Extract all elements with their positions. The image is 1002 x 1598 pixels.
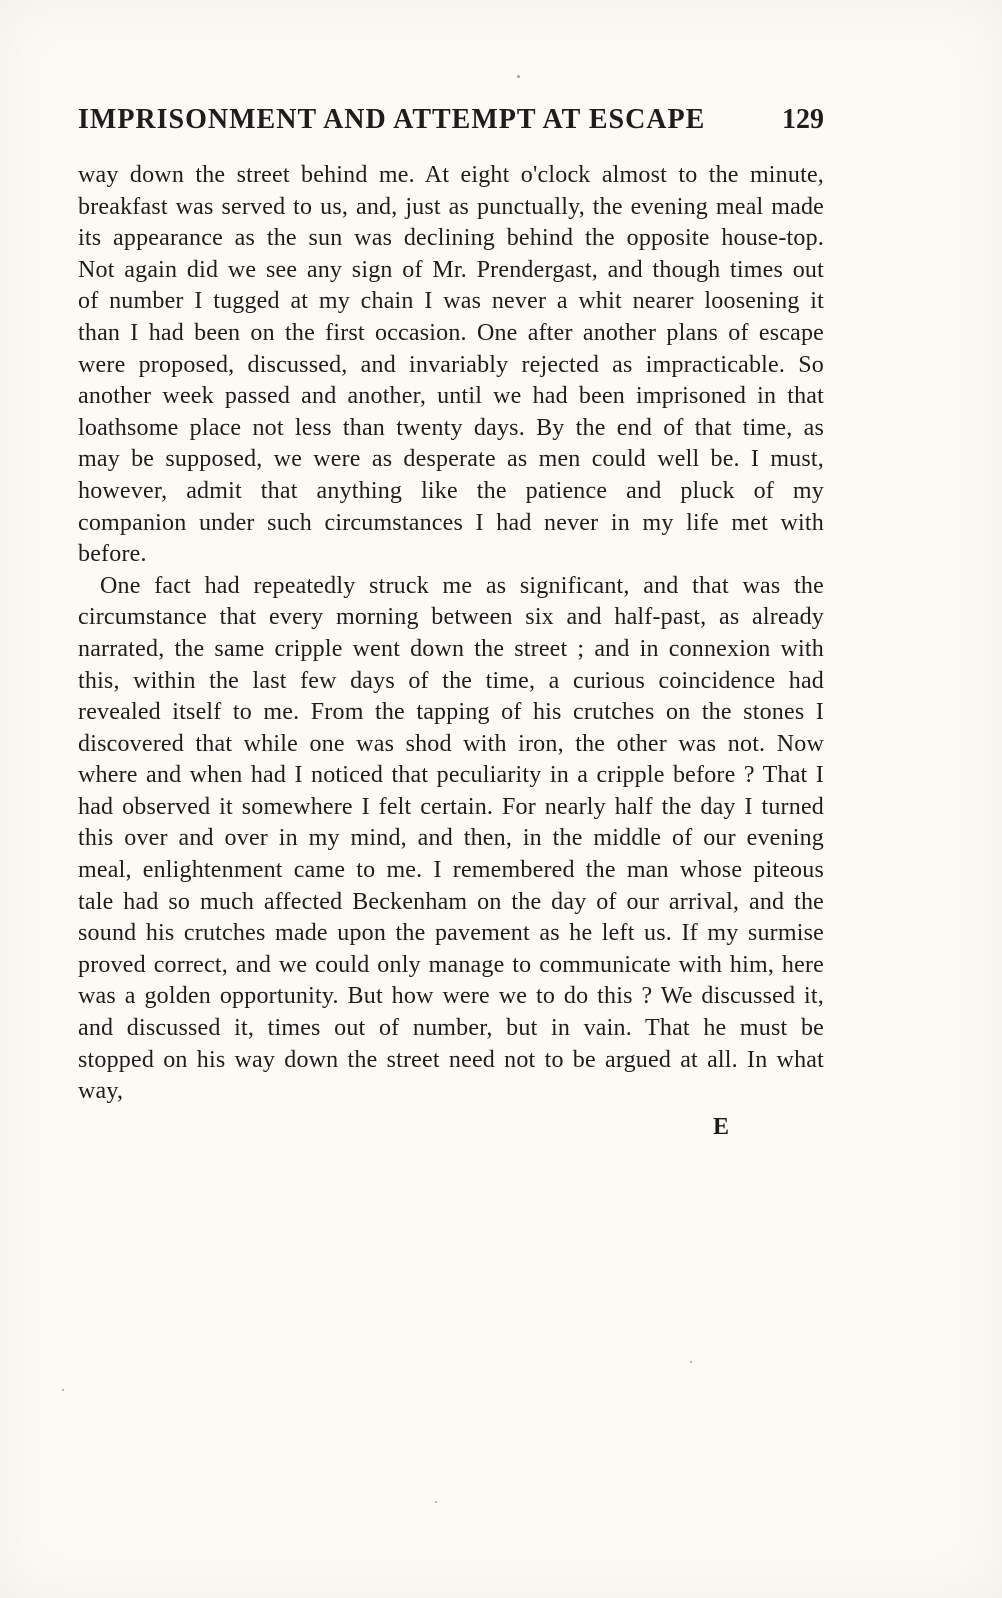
text-block	[78, 104, 824, 1141]
scan-speck	[62, 1389, 64, 1391]
scan-speck	[435, 1501, 437, 1503]
paragraph-continuation: way down the street behind me. At eight o'clock almost to the minute, breakfast was served to us, and, just as punctually, the evening meal made its appearance as the sun was declining behind the opposite house-top. Not again did we see any sign of Mr. Prendergast, and though times out of number I tugged at my chain I was never a whit nearer loosening it than I had been on the first occasion. One after another plans of escape were proposed, discussed, and invariably rejected as impracticable. So another week passed and another, until we had been imprisoned in that loathsome place not less than twenty days. By the end of that time, as may be supposed, we were as desperate as men could well be. I must, however, admit that anything like the patience and pluck of my companion under such circumstances I had never in my life met with before.	[78, 162, 824, 568]
scan-speck	[517, 75, 520, 78]
running-header	[78, 104, 824, 136]
printers-signature-mark: E	[712, 1113, 729, 1140]
scan-speck	[690, 1361, 692, 1363]
paragraph: One fact had repeatedly struck me as significant, and that was the circumstance that every morning between six and half-past, as already narrated, the same cripple went down the street ; and in connexion with this, within the last few days of the time, a curious coincidence had revealed itself to me. From the tapping of his crutches on the stones I discovered that while one was shod with iron, the other was not. Now where and when had I noticed that peculiarity in a cripple before ? That I had observed it somewhere I felt certain. For nearly half the day I turned this over and over in my mind, and then, in the middle of our evening meal, enlightenment came to me. I remembered the man whose piteous tale had so much affected Beckenham on the day of our arrival, and the sound his crutches made upon the pavement as he left us. If my surmise proved correct, and we could only manage to communicate with him, here was a golden opportunity. But how were we to do this ? We discussed it, and discussed it, times out of number, but in vain. That he must be stopped on his way down the street need not to be argued at all. In what way,	[78, 572, 824, 1105]
chapter-title: IMPRISONMENT AND ATTEMPT AT ESCAPE	[78, 104, 706, 135]
page-number: 129	[782, 104, 824, 135]
body-text	[78, 160, 824, 1108]
